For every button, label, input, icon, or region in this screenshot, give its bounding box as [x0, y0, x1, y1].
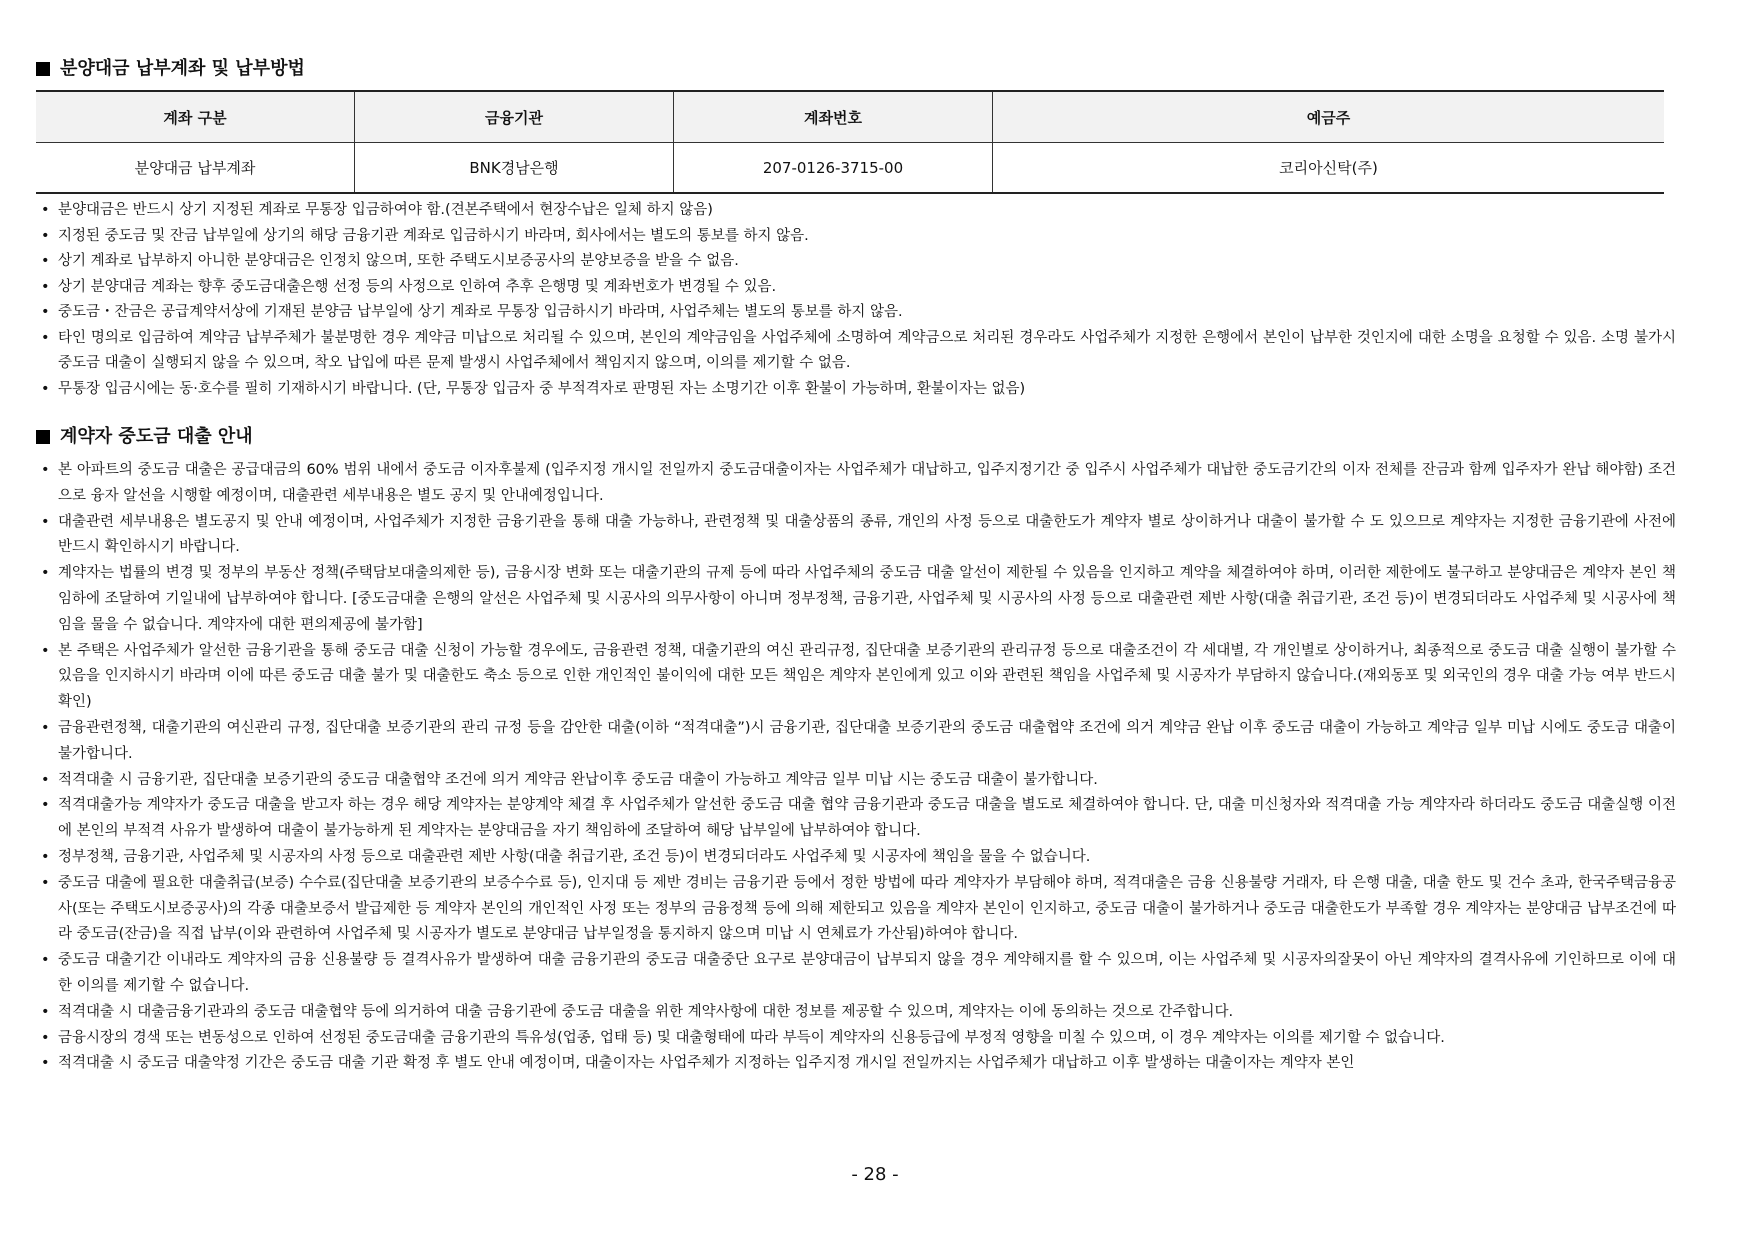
list-item: • 적격대출 시 금융기관, 집단대출 보증기관의 중도금 대출협약 조건에 의거 계약금 완납이후 중도금 대출이 가능하고 계약금 일부 미납 시는 중도금 대출이 불가합니다.: [36, 768, 1676, 794]
table-cell: BNK경남은행: [355, 143, 674, 194]
list-item: • 상기 계좌로 납부하지 아니한 분양대금은 인정치 않으며, 또한 주택도시보증공사의 분양보증을 받을 수 없음.: [36, 249, 1676, 275]
list-item: • 금융관련정책, 대출기관의 여신관리 규정, 집단대출 보증기관의 관리 규정 등을 감안한 대출(이하 “적격대출”)시 금융기관, 집단대출 보증기관의 중도금 대출협약 조건에 의거 계약금 완납 이후 중도금 대출이 가능하고 계약금 일부 미납 시에도 중도금 대출이 불가합니다.: [36, 716, 1676, 768]
list-item: • 중도금 대출기간 이내라도 계약자의 금융 신용불량 등 결격사유가 발생하여 대출 금융기관의 중도금 대출중단 요구로 분양대금이 납부되지 않을 경우 계약해지를 할 수 있으며, 이는 사업주체 및 시공자의잘못이 아닌 계약자의 결격사유에 기인하므로 이에 대한 이의를 제기할 수 없습니다.: [36, 948, 1676, 1000]
table-header-cell: 예금주: [993, 91, 1665, 143]
table-cell: 분양대금 납부계좌: [36, 143, 355, 194]
list-item: • 분양대금은 반드시 상기 지정된 계좌로 무통장 입금하여야 함.(견본주택에서 현장수납은 일체 하지 않음): [36, 198, 1676, 224]
list-item: • 금융시장의 경색 또는 변동성으로 인하여 선정된 중도금대출 금융기관의 특유성(업종, 업태 등) 및 대출형태에 따라 부득이 계약자의 신용등급에 부정적 영향을 미칠 수 있으며, 이 경우 계약자는 이의를 제기할 수 없습니다.: [36, 1026, 1676, 1052]
list-item: • 무통장 입금시에는 동·호수를 필히 기재하시기 바랍니다. (단, 무통장 입금자 중 부적격자로 판명된 자는 소명기간 이후 환불이 가능하며, 환불이자는 없음): [36, 377, 1676, 403]
list-item: • 중도금・잔금은 공급계약서상에 기재된 분양금 납부일에 상기 계좌로 무통장 입금하시기 바라며, 사업주체는 별도의 통보를 하지 않음.: [36, 300, 1676, 326]
section-title-payment: [36, 56, 1676, 82]
payment-notes-list: [36, 198, 1676, 402]
table-header-cell: 금융기관: [355, 91, 674, 143]
section-title-text: 분양대금 납부계좌 및 납부방법: [60, 58, 305, 79]
table-header-cell: 계좌번호: [674, 91, 993, 143]
section-title-loan: [36, 424, 1676, 450]
list-item: • 본 아파트의 중도금 대출은 공급대금의 60% 범위 내에서 중도금 이자후불제 (입주지정 개시일 전일까지 중도금대출이자는 사업주체가 대납하고, 입주지정기간 중 입주시 사업주체가 대납한 중도금기간의 이자 전체를 잔금과 함께 입주자가 완납 해야함) 조건으로 융자 알선을 시행할 예정이며, 대출관련 세부내용은 별도 공지 및 안내예정입니다.: [36, 458, 1676, 510]
list-item: • 정부정책, 금융기관, 사업주체 및 시공자의 사정 등으로 대출관련 제반 사항(대출 취급기관, 조건 등)이 변경되더라도 사업주체 및 시공자에 책임을 물을 수 없습니다.: [36, 845, 1676, 871]
list-item: • 대출관련 세부내용은 별도공지 및 안내 예정이며, 사업주체가 지정한 금융기관을 통해 대출 가능하나, 관련정책 및 대출상품의 종류, 개인의 사정 등으로 대출한도가 계약자 별로 상이하거나 대출이 불가할 수 도 있으므로 계약자는 지정한 금융기관에 사전에 반드시 확인하시기 바랍니다.: [36, 510, 1676, 562]
list-item: • 계약자는 법률의 변경 및 정부의 부동산 정책(주택담보대출의제한 등), 금융시장 변화 또는 대출기관의 규제 등에 따라 사업주체의 중도금 대출 알선이 제한될 수 있음을 인지하고 계약을 체결하여야 하며, 이러한 제한에도 불구하고 분양대금은 계약자 본인 책임하에 조달하여 기일내에 납부하여야 합니다. [중도금대출 은행의 알선은 사업주체 및 시공사의 의무사항이 아니며 정부정책, 금융기관, 사업주체 및 시공사의 사정 등으로 대출관련 제반 사항(대출 취급기관, 조건 등)이 변경되더라도 사업주체 및 시공사에 책임을 물을 수 없습니다. 계약자에 대한 편의제공에 불가함]: [36, 561, 1676, 638]
list-item: • 타인 명의로 입금하여 계약금 납부주체가 불분명한 경우 계약금 미납으로 처리될 수 있으며, 본인의 계약금임을 사업주체에 소명하여 계약금으로 처리된 경우라도 사업주체가 지정한 은행에서 본인이 납부한 것인지에 대한 소명을 요청할 수 있음. 소명 불가시 중도금 대출이 실행되지 않을 수 있으며, 착오 납입에 따른 문제 발생시 사업주체에서 책임지지 않으며, 이의를 제기할 수 없음.: [36, 326, 1676, 377]
list-item: • 중도금 대출에 필요한 대출취급(보증) 수수료(집단대출 보증기관의 보증수수료 등), 인지대 등 제반 경비는 금융기관 등에서 정한 방법에 따라 계약자가 부담해야 하며, 적격대출은 금융 신용불량 거래자, 타 은행 대출, 대출 한도 및 건수 초과, 한국주택금융공사(또는 주택도시보증공사)의 각종 대출보증서 발급제한 등 계약자 본인의 개인적인 사정 또는 정부의 금융정책 등에 의해 제한되고 있음을 계약자 본인이 인지하고, 중도금 대출이 불가하거나 중도금 대출한도가 부족할 경우 계약자는 분양대금 납부조건에 따라 중도금(잔금)을 직접 납부(이와 관련하여 사업주체 및 시공자가 별도로 분양대금 납부일정을 통지하지 않으며 미납 시 연체료가 가산됨)하여야 합니다.: [36, 871, 1676, 948]
square-bullet-icon: [36, 62, 50, 76]
page-number: - 28 -: [851, 1164, 899, 1185]
list-item: • 적격대출가능 계약자가 중도금 대출을 받고자 하는 경우 해당 계약자는 분양계약 체결 후 사업주체가 알선한 중도금 대출 협약 금융기관과 중도금 대출을 별도로 체결하여야 합니다. 단, 대출 미신청자와 적격대출 가능 계약자라 하더라도 중도금 대출실행 이전에 본인의 부적격 사유가 발생하여 대출이 불가능하게 된 계약자는 분양대금을 자기 책임하에 조달하여 해당 납부일에 납부하여야 합니다.: [36, 793, 1676, 845]
account-table: [36, 90, 1664, 194]
loan-notes-list: [36, 458, 1676, 1077]
table-header-cell: 계좌 구분: [36, 91, 355, 143]
list-item: • 상기 분양대금 계좌는 향후 중도금대출은행 선정 등의 사정으로 인하여 추후 은행명 및 계좌번호가 변경될 수 있음.: [36, 275, 1676, 301]
document-page: [36, 56, 1676, 1077]
list-item: • 지정된 중도금 및 잔금 납부일에 상기의 해당 금융기관 계좌로 입금하시기 바라며, 회사에서는 별도의 통보를 하지 않음.: [36, 224, 1676, 250]
list-item: • 적격대출 시 중도금 대출약정 기간은 중도금 대출 기관 확정 후 별도 안내 예정이며, 대출이자는 사업주체가 지정하는 입주지정 개시일 전일까지는 사업주체가 대납하고 이후 발생하는 대출이자는 계약자 본인: [36, 1051, 1676, 1077]
table-header-row: [36, 91, 1664, 143]
table-cell: 코리아신탁(주): [993, 143, 1665, 194]
table-row: [36, 143, 1664, 194]
table-cell: 207-0126-3715-00: [674, 143, 993, 194]
section-title-text: 계약자 중도금 대출 안내: [60, 426, 253, 447]
list-item: • 적격대출 시 대출금융기관과의 중도금 대출협약 등에 의거하여 대출 금융기관에 중도금 대출을 위한 계약사항에 대한 정보를 제공할 수 있으며, 계약자는 이에 동의하는 것으로 간주합니다.: [36, 1000, 1676, 1026]
square-bullet-icon: [36, 430, 50, 444]
list-item: • 본 주택은 사업주체가 알선한 금융기관을 통해 중도금 대출 신청이 가능할 경우에도, 금융관련 정책, 대출기관의 여신 관리규정, 집단대출 보증기관의 관리규정 등으로 대출조건이 각 세대별, 각 개인별로 상이하거나, 최종적으로 중도금 대출 실행이 불가할 수 있음을 인지하시기 바라며 이에 따른 중도금 대출 불가 및 대출한도 축소 등으로 인한 개인적인 불이익에 대한 모든 책임은 계약자 본인에게 있고 이와 관련된 책임을 사업주체 및 시공자가 부담하지 않습니다.(재외동포 및 외국인의 경우 대출 가능 여부 반드시 확인): [36, 639, 1676, 716]
